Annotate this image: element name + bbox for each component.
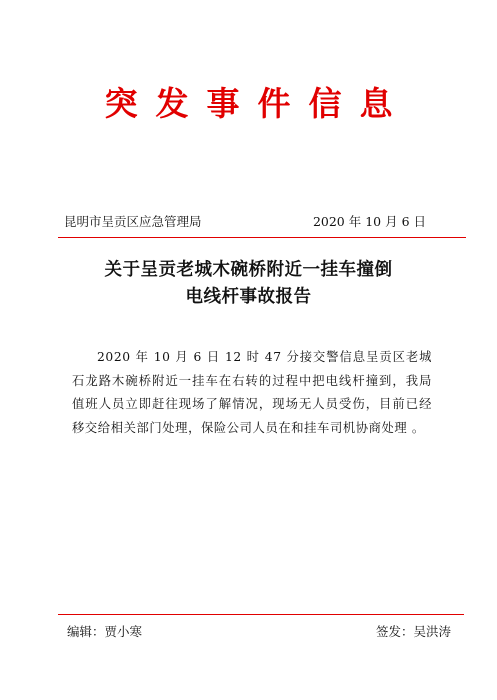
report-headline-line-1: 关于呈贡老城木碗桥附近一挂车撞倒 (104, 260, 393, 280)
editor-name: 编辑：贾小寒 (67, 624, 143, 639)
document-header (64, 212, 426, 230)
issue-date: 2020 年 10 月 6 日 (312, 214, 426, 229)
document-title: 突发事件信息 (104, 84, 411, 123)
report-headline-line-2: 电线杆事故报告 (185, 287, 312, 307)
document-footer (67, 622, 451, 640)
issuer-name: 昆明市呈贡区应急管理局 (64, 214, 202, 229)
footer-divider (58, 614, 464, 615)
report-body: 2020 年 10 月 6 日 12 时 47 分接交警信息呈贡区老城石龙路木碗桥附近一挂车在右转的过程中把电线杆撞到，我局值班人员立即赶往现场了解情况，现场无人员受伤，目前已经移交给相关部门处理，保险公司人员在和挂车司机协商处理 。 (72, 350, 432, 435)
header-divider (58, 237, 466, 238)
signer-name: 签发：吴洪涛 (375, 624, 451, 639)
